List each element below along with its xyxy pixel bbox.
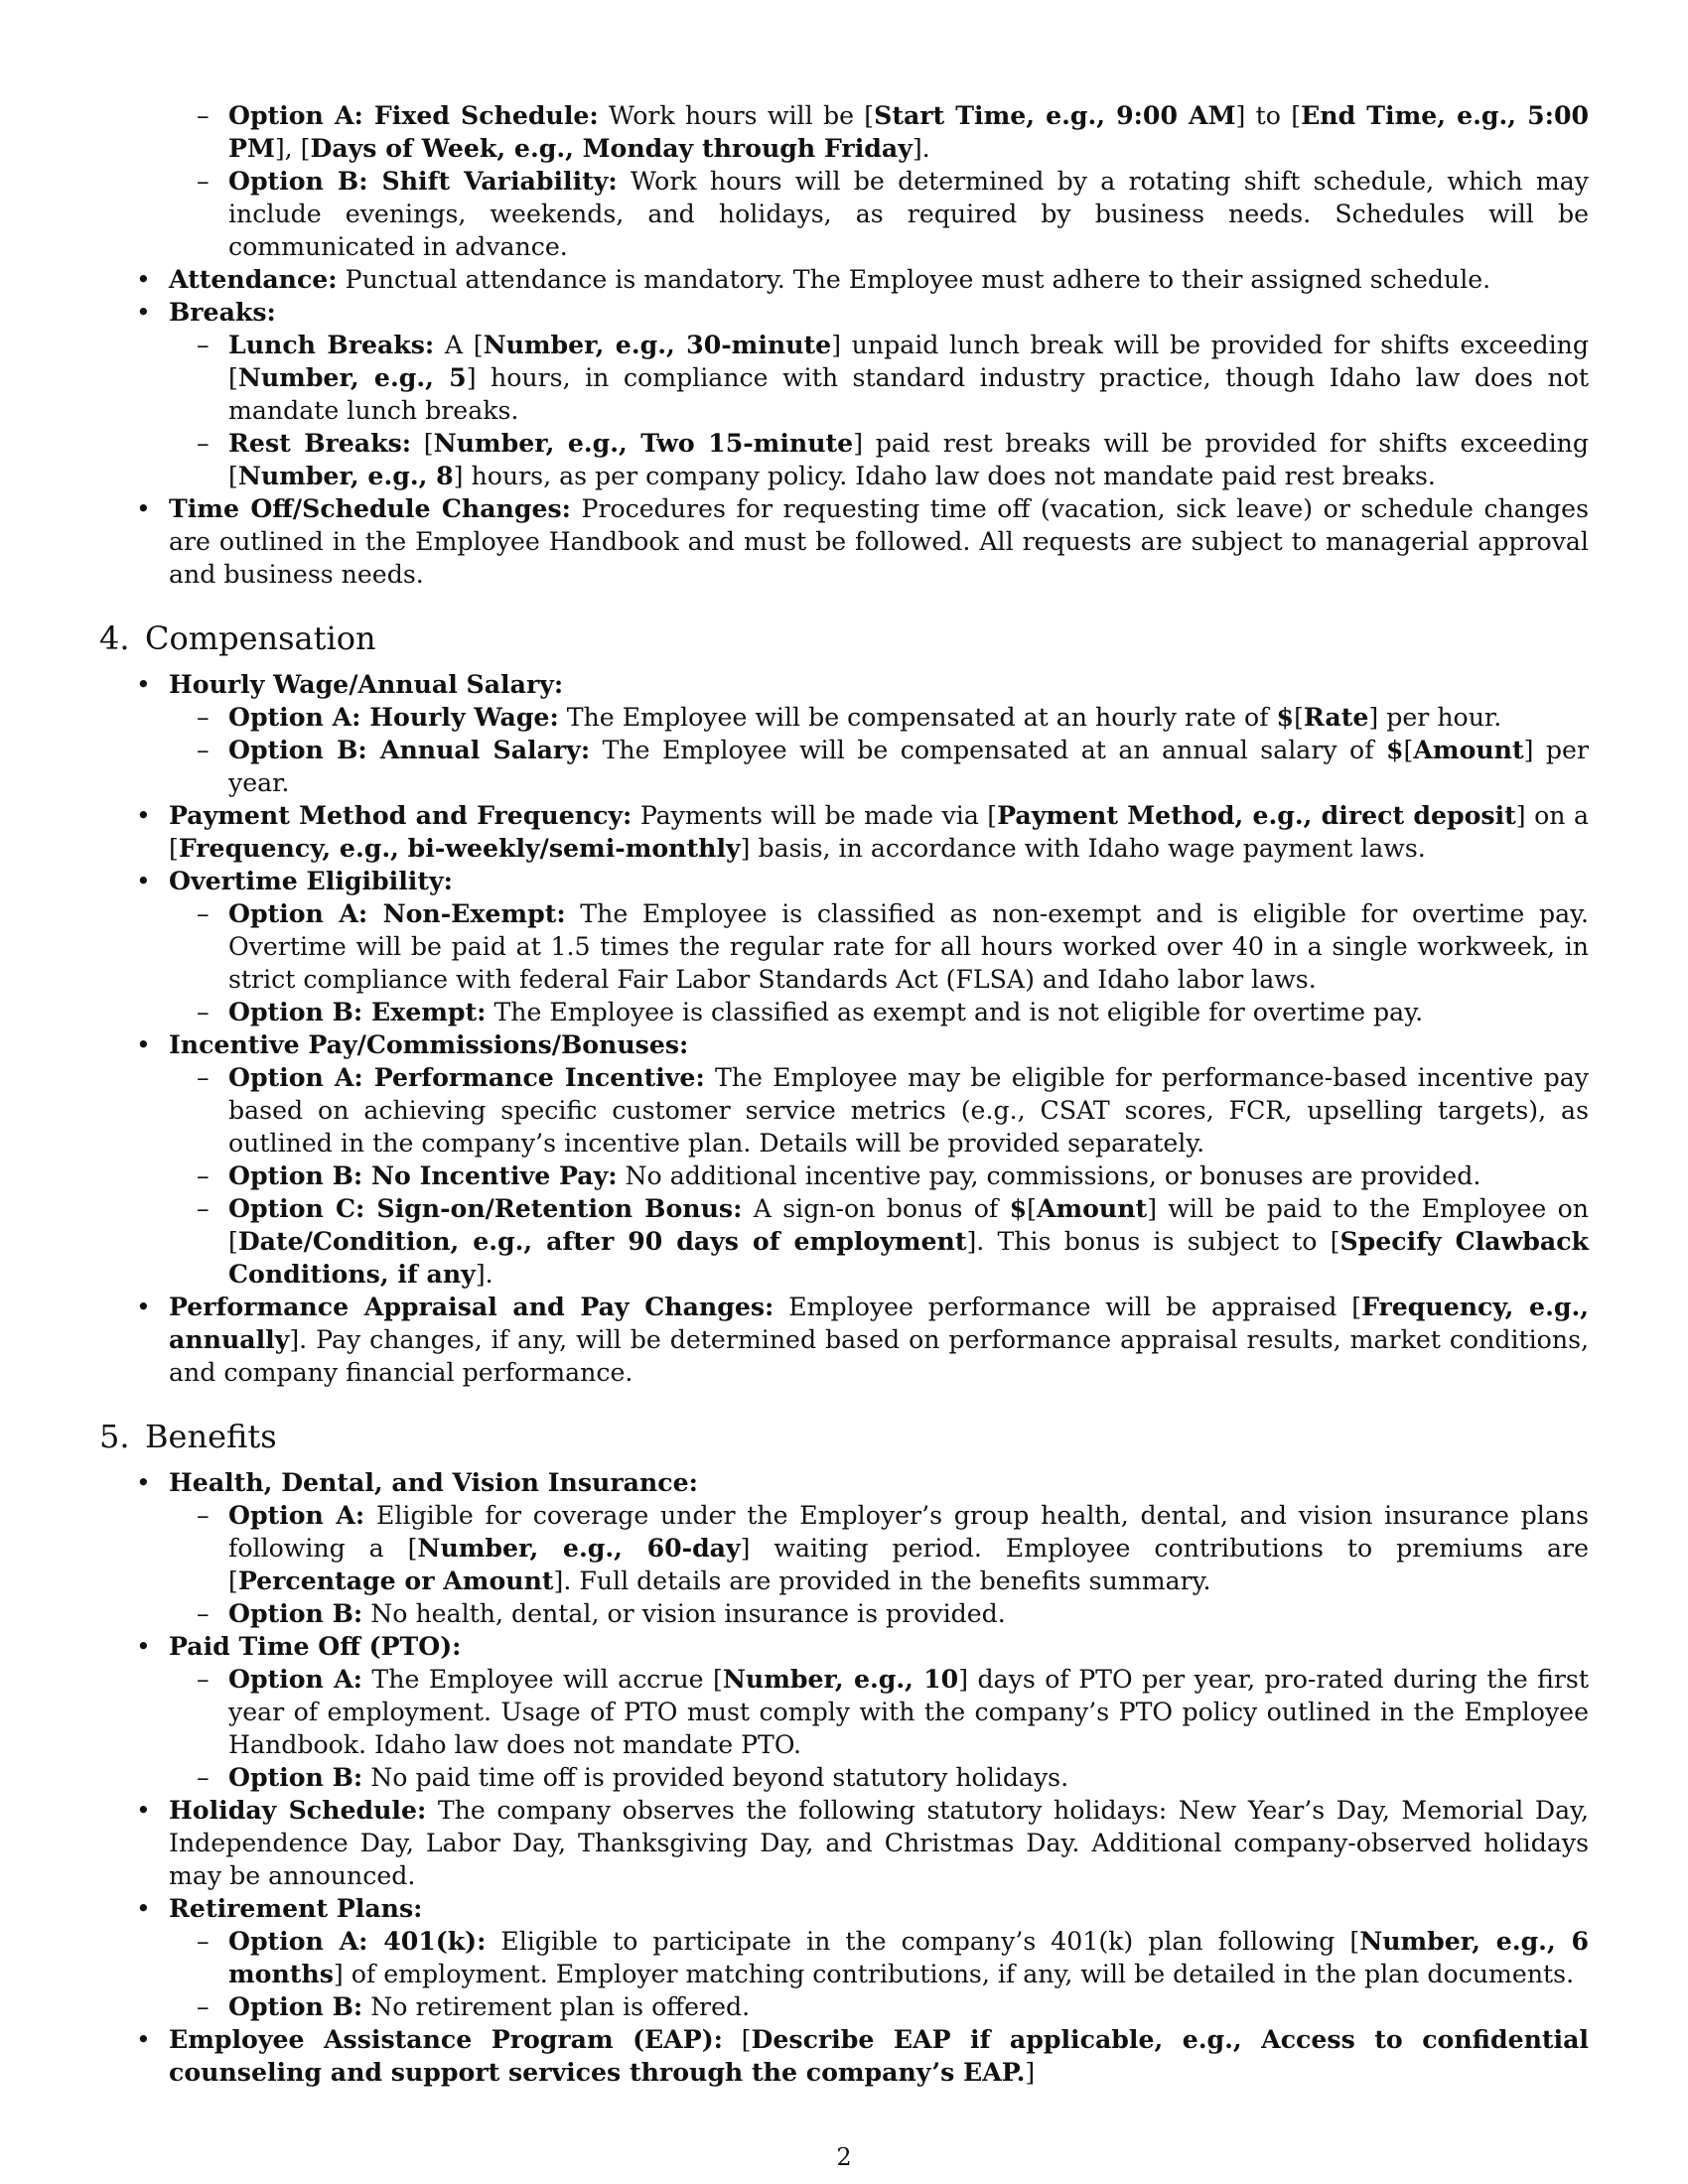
text-run: ] hours, as per company policy. Idaho law does not mandate paid rest breaks. [453, 462, 1436, 490]
bullet-item [99, 296, 1589, 329]
bold-text: Number, e.g., 30-minute [483, 330, 832, 359]
bullet-item [99, 1794, 1589, 1892]
section-number: 4. [99, 619, 130, 657]
bold-text: Retirement Plans: [169, 1893, 423, 1923]
sub-item [99, 734, 1589, 799]
text-run: No paid time off is provided beyond statutory holidays. [362, 1763, 1069, 1792]
text-run: ] paid rest breaks will be provided for shifts exceeding [ [228, 429, 1590, 490]
bold-text: Frequency, e.g., bi-weekly/semi-monthly [178, 833, 741, 863]
bold-text: Number, e.g., 5 [237, 362, 467, 392]
text-run: The Employee will accrue [ [361, 1665, 723, 1694]
text-run: Eligible to participate in the company’s 401(k) plan following [ [486, 1927, 1360, 1956]
text-run: The Employee may be eligible for performance-based incentive pay based on achieving specific customer service metrics (e.g., CSAT scores, FCR, upselling targets), as outlined in the company’s incentive plan. Details will be provided separately. [228, 1063, 1590, 1158]
bold-text: Option A: Hourly Wage: [228, 702, 559, 732]
bold-text: Option A: Performance Incentive: [228, 1062, 705, 1092]
bold-text: $ [1009, 1193, 1028, 1223]
bold-text: Number, e.g., 10 [722, 1664, 959, 1694]
text-run: ] per hour. [1368, 703, 1502, 732]
sub-item [99, 1160, 1589, 1192]
text-run: [ [722, 2025, 752, 2054]
text-run: [ [1027, 1194, 1037, 1223]
text-run: The Employee is classified as exempt and is not eligible for overtime pay. [486, 998, 1424, 1026]
sub-item [99, 1990, 1589, 2023]
text-run: ]. [475, 1260, 493, 1289]
text-run: Work hours will be determined by a rotating shift schedule, which may include evenings, weekends, and holidays, as required by business needs. Schedules will be communicated in advance. [228, 167, 1589, 261]
bold-text: Paid Time Off (PTO): [169, 1631, 462, 1661]
text-run: A sign-on bonus of [742, 1194, 1010, 1223]
bold-text: Describe EAP if applicable, e.g., Access to confidential counseling and support services through the company’s EAP. [169, 2024, 1589, 2087]
bold-text: Option B: Shift Variability: [228, 166, 618, 196]
text-run: The company observes the following statutory holidays: New Year’s Day, Memorial Day, Independence Day, Labor Day, Thanksgiving Day, and Christmas Day. Additional company-observed holidays may be announced. [169, 1796, 1589, 1890]
text-run: Procedures for requesting time off (vacation, sick leave) or schedule changes are outlined in the Employee Handbook and must be followed. All requests are subject to managerial approval and business needs. [169, 494, 1589, 589]
sub-item [99, 1925, 1589, 1990]
sub-item [99, 1192, 1589, 1291]
bold-text: Lunch Breaks: [228, 330, 435, 359]
bold-text: Payment Method, e.g., direct deposit [997, 800, 1516, 830]
text-run: A [ [434, 331, 484, 359]
bold-text: Amount [1036, 1193, 1148, 1223]
text-run: ] waiting period. Employee contributions to premiums are [ [228, 1534, 1589, 1595]
bold-text: Number, e.g., Two 15-minute [433, 428, 854, 458]
sub-item [99, 701, 1589, 734]
bold-text: Amount [1413, 735, 1524, 764]
text-run: [ [411, 429, 434, 458]
text-run: Eligible for coverage under the Employer’s group health, dental, and vision insurance plans following a [ [228, 1501, 1589, 1563]
sub-item [99, 1061, 1589, 1160]
sub-item [99, 1761, 1589, 1794]
bold-text: Option B: Annual Salary: [228, 735, 591, 764]
bold-text: Employee Assistance Program (EAP): [169, 2024, 723, 2054]
bold-text: Health, Dental, and Vision Insurance: [169, 1467, 698, 1497]
text-run: No retirement plan is offered. [362, 1992, 751, 2021]
text-run: ] days of PTO per year, pro-rated during the first year of employment. Usage of PTO must comply with the company’s PTO policy outlined in the Employee Handbook. Idaho law does not mandate PTO. [228, 1665, 1589, 1759]
text-run: Punctual attendance is mandatory. The Employee must adhere to their assigned schedule. [337, 265, 1491, 294]
section-heading [99, 618, 1589, 658]
bold-text: End Time, e.g., 5:00 PM [228, 100, 1590, 163]
text-run: Employee performance will be appraised [ [774, 1293, 1362, 1321]
text-run: Work hours will be [ [598, 101, 875, 130]
bold-text: Overtime Eligibility: [169, 866, 453, 895]
bullet-item [99, 492, 1589, 591]
text-run: The Employee will be compensated at an hourly rate of [558, 703, 1277, 732]
text-run: ] unpaid lunch break will be provided for shifts exceeding [ [228, 331, 1590, 392]
sub-item [99, 996, 1589, 1028]
bold-text: Start Time, e.g., 9:00 AM [874, 100, 1236, 130]
bold-text: Hourly Wage/Annual Salary: [169, 669, 564, 699]
bullet-item [99, 865, 1589, 897]
text-run: ] [1025, 2058, 1036, 2087]
sub-item [99, 427, 1589, 492]
bold-text: Percentage or Amount [237, 1566, 554, 1595]
bullet-item [99, 799, 1589, 865]
text-run: ]. [912, 134, 930, 163]
text-run: ]. Pay changes, if any, will be determined based on performance appraisal results, market conditions, and company financial performance. [169, 1325, 1589, 1387]
text-run: ] basis, in accordance with Idaho wage payment laws. [740, 834, 1426, 863]
bullet-item [99, 2023, 1589, 2089]
bold-text: Performance Appraisal and Pay Changes: [169, 1292, 774, 1321]
bold-text: Date/Condition, e.g., after 90 days of employment [237, 1226, 967, 1256]
bullet-item [99, 1466, 1589, 1499]
section-title: Compensation [145, 619, 376, 657]
bold-text: Number, e.g., 6 months [228, 1926, 1589, 1988]
sub-item [99, 99, 1589, 165]
bold-text: Time Off/Schedule Changes: [169, 493, 571, 523]
bold-text: Incentive Pay/Commissions/Bonuses: [169, 1029, 689, 1059]
bold-text: Option B: [228, 1991, 363, 2021]
bold-text: Attendance: [169, 264, 338, 294]
sub-item [99, 1597, 1589, 1630]
text-run: The Employee will be compensated at an annual salary of [590, 736, 1387, 764]
bullet-item [99, 1028, 1589, 1061]
page-number: 2 [836, 2143, 852, 2171]
text-run: No additional incentive pay, commissions, or bonuses are provided. [617, 1161, 1481, 1190]
text-run: ] of employment. Employer matching contributions, if any, will be detailed in the plan documents. [333, 1960, 1575, 1988]
section-number: 5. [99, 1418, 130, 1455]
bold-text: Number, e.g., 60-day [417, 1533, 741, 1563]
text-run: ] per year. [228, 736, 1590, 797]
text-run: No health, dental, or vision insurance is provided. [362, 1599, 1006, 1628]
text-run: ] on a [ [169, 801, 1589, 863]
sub-item [99, 1499, 1589, 1597]
text-run: ] hours, in compliance with standard industry practice, though Idaho law does not mandate lunch breaks. [228, 363, 1589, 425]
text-run: The Employee is classified as non-exempt and is eligible for overtime pay. Overtime will be paid at 1.5 times the regular rate for all hours worked over 40 in a single workweek, in strict compliance with federal Fair Labor Standards Act (FLSA) and Idaho labor laws. [228, 899, 1589, 994]
sub-item [99, 165, 1589, 263]
bold-text: Rate [1303, 702, 1369, 732]
bold-text: Option B: [228, 1598, 363, 1628]
text-run: ], [ [274, 134, 311, 163]
text-run: ] will be paid to the Employee on [ [228, 1194, 1589, 1256]
bold-text: Days of Week, e.g., Monday through Friday [310, 133, 913, 163]
bold-text: Option B: No Incentive Pay: [228, 1160, 618, 1190]
text-run: Payments will be made via [ [632, 801, 998, 830]
document-body [99, 99, 1589, 2089]
text-run: ]. Full details are provided in the benefits summary. [553, 1567, 1211, 1595]
bold-text: Option A: Fixed Schedule: [228, 100, 599, 130]
bullet-item [99, 1291, 1589, 1389]
text-run: ] to [ [1235, 101, 1302, 130]
text-run: [ [1403, 736, 1414, 764]
section-title: Benefits [145, 1418, 277, 1455]
bold-text: Option A: Non-Exempt: [228, 898, 566, 928]
bullet-item [99, 1892, 1589, 1925]
bold-text: Specify Clawback Conditions, if any [228, 1226, 1589, 1289]
bold-text: $ [1386, 735, 1404, 764]
bold-text: Option A: [228, 1664, 362, 1694]
bold-text: Rest Breaks: [228, 428, 412, 458]
text-run: ]. This bonus is subject to [ [966, 1227, 1340, 1256]
bold-text: Breaks: [169, 297, 276, 327]
sub-item [99, 329, 1589, 427]
sub-item [99, 1663, 1589, 1761]
text-run: [ [1294, 703, 1304, 732]
bold-text: Number, e.g., 8 [237, 461, 454, 490]
bold-text: Option B: Exempt: [228, 997, 487, 1026]
bold-text: Option C: Sign-on/Retention Bonus: [228, 1193, 743, 1223]
section-heading [99, 1417, 1589, 1456]
bold-text: $ [1276, 702, 1295, 732]
bullet-item [99, 1630, 1589, 1663]
sub-item [99, 897, 1589, 996]
bold-text: Option A: [228, 1500, 365, 1530]
bold-text: Option A: 401(k): [228, 1926, 487, 1956]
bold-text: Holiday Schedule: [169, 1795, 427, 1825]
bullet-item [99, 263, 1589, 296]
bold-text: Payment Method and Frequency: [169, 800, 633, 830]
bullet-item [99, 668, 1589, 701]
bold-text: Option B: [228, 1762, 363, 1792]
bold-text: Frequency, e.g., annually [169, 1292, 1589, 1354]
